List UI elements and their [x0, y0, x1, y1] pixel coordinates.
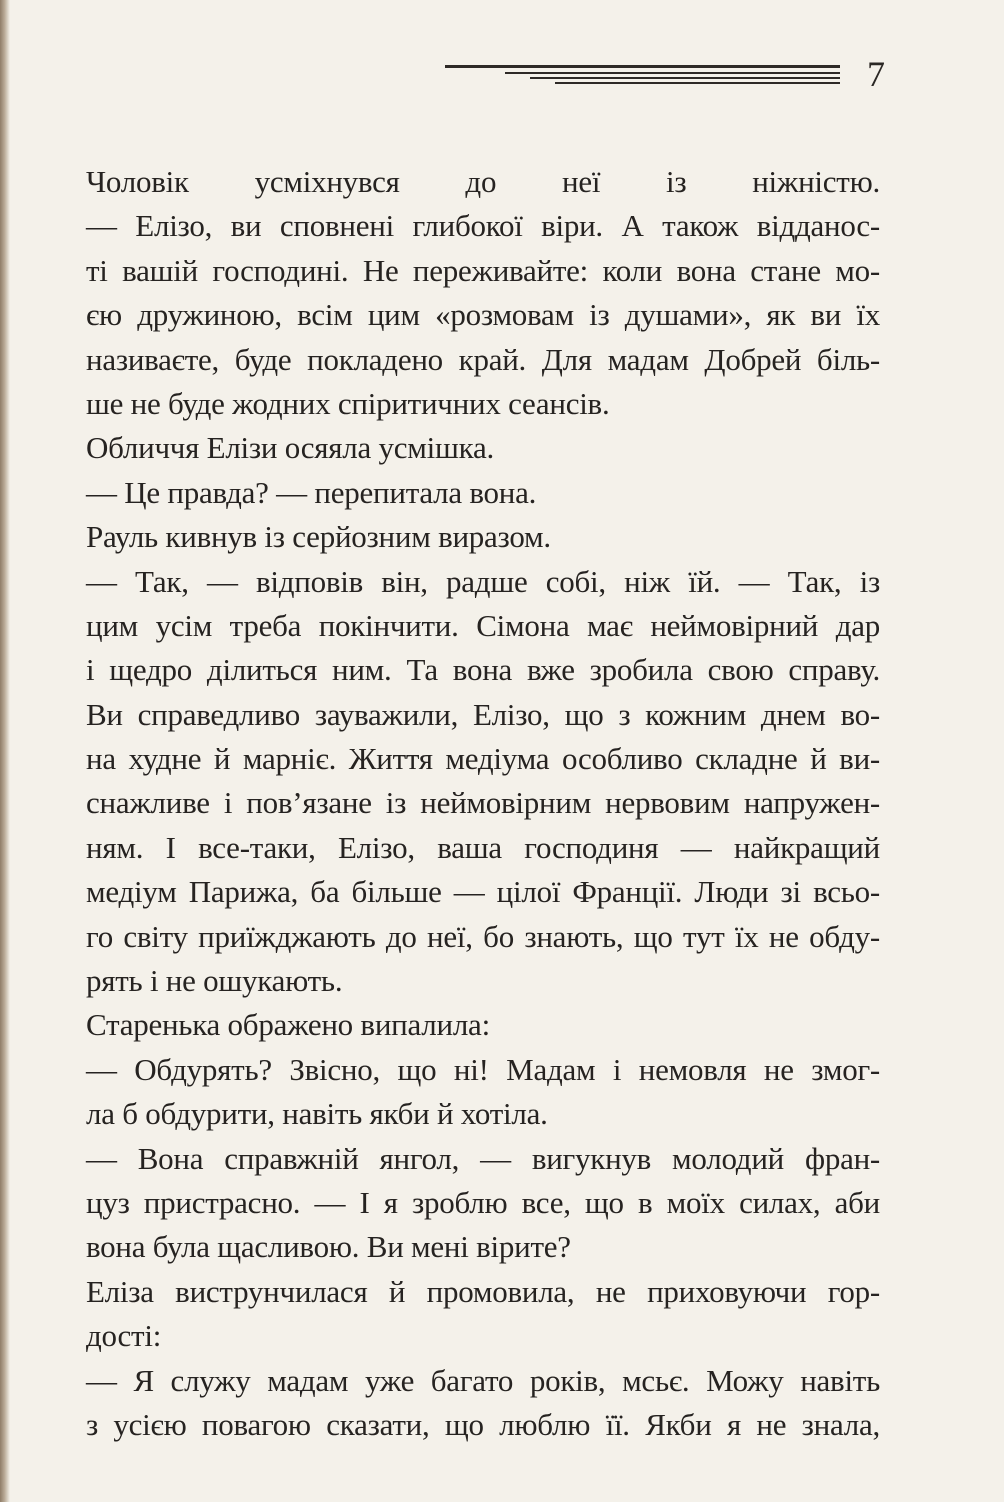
text-line: ням. І все-таки, Елізо, ваша господиня — найкращий — [86, 829, 880, 865]
text-line: на худне й марніє. Життя медіума особливо складне й ви- — [86, 741, 880, 777]
text-line: ті вашій господині. Не переживайте: коли вона стане мо- — [86, 252, 880, 288]
header-rule — [445, 65, 840, 68]
page-number: 7 — [867, 54, 885, 94]
text-line: Еліза виструнчилася й промовила, не приховуючи гор- — [86, 1273, 880, 1309]
header-rule — [505, 72, 840, 74]
text-line: цим усім треба покінчити. Сімона має неймовірний дар — [86, 607, 880, 643]
text-line: рять і не ошукають. — [86, 963, 343, 999]
text-line: Чоловік усміхнувся до неї із ніжністю. — [86, 164, 880, 199]
page-spine-shadow — [0, 0, 10, 1502]
text-line: називаєте, буде покладено край. Для мадам Добрей біль- — [86, 341, 880, 377]
text-line: — Вона справжній янгол, — вигукнув молодий фран- — [86, 1140, 880, 1176]
header-rule — [555, 82, 840, 84]
text-line: Обличчя Елізи осяяла усмішка. — [86, 430, 494, 466]
text-line: — Обдурять? Звісно, що ні! Мадам і немовля не змог- — [86, 1051, 880, 1087]
text-line: Старенька ображено випалила: — [86, 1007, 490, 1043]
text-line: єю дружиною, всім цим «розмовам із душами», як ви їх — [86, 297, 880, 333]
text-line: Ви справедливо зауважили, Елізо, що з кожним днем во- — [86, 696, 880, 732]
text-line: го світу приїжджають до неї, бо знають, що тут їх не обду- — [86, 918, 880, 954]
text-line: вона була щасливою. Ви мені вірите? — [86, 1229, 571, 1265]
page-header — [445, 52, 885, 102]
text-line: ше не буде жодних спіритичних сеансів. — [86, 385, 610, 421]
text-line: ла б обдурити, навіть якби й хотіла. — [86, 1096, 548, 1132]
text-line: дості: — [86, 1318, 162, 1354]
header-rule — [530, 77, 840, 79]
text-line: з усією повагою сказати, що люблю її. Якби я не знала, — [86, 1406, 880, 1442]
text-line: медіум Парижа, ба більше — цілої Франції. Люди зі всьо- — [86, 874, 880, 910]
header-decorative-rules — [445, 65, 840, 87]
body-text — [86, 160, 880, 1442]
text-line: Рауль кивнув із серйозним виразом. — [86, 519, 551, 555]
text-line: — Так, — відповів він, радше собі, ніж їй. — Так, із — [86, 563, 880, 599]
text-line: снажливе і пов’язане із неймовірним нервовим напружен- — [86, 785, 880, 821]
text-line: і щедро ділиться ним. Та вона вже зробила свою справу. — [86, 652, 880, 688]
text-line: — Я служу мадам уже багато років, мсьє. Можу навіть — [86, 1362, 880, 1398]
text-line: цуз пристрасно. — І я зроблю все, що в моїх силах, аби — [86, 1184, 880, 1220]
text-line: — Це правда? — перепитала вона. — [86, 474, 537, 510]
text-line: — Елізо, ви сповнені глибокої віри. А також відданос- — [86, 208, 880, 244]
